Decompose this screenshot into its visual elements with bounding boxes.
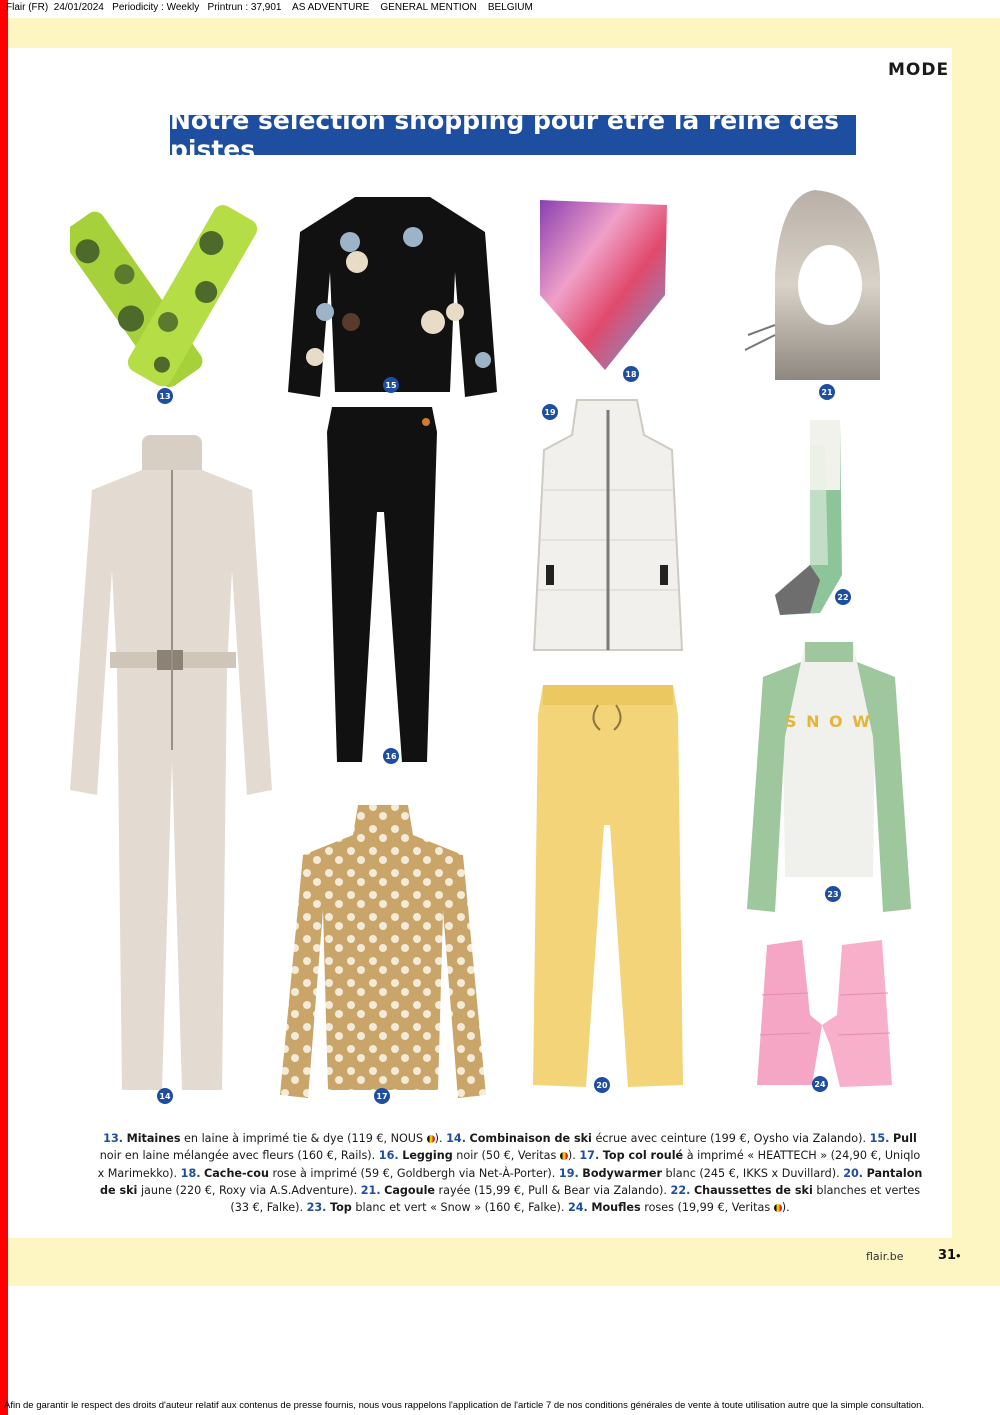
caption-text-18: rose à imprimé (59 €, Goldbergh via Net-À-Porter).	[268, 1166, 559, 1180]
product-number-15: 15	[383, 377, 399, 393]
caption-name-20: Pantalon de ski	[99, 1166, 923, 1197]
snow-top-image	[745, 637, 913, 915]
caption-name-21: Cagoule	[384, 1183, 435, 1197]
caption-text-19: blanc (245 €, IKKS x Duvillard).	[661, 1166, 844, 1180]
product-23	[745, 637, 913, 915]
caption-text-13: en laine à imprimé tie & dye (119 €, NOUS	[180, 1132, 427, 1145]
caption-name-18: Cache-cou	[204, 1166, 269, 1180]
caption-num-17: 17.	[579, 1149, 600, 1163]
caption-text-15: noir en laine mélangée avec fleurs (160 €, Rails).	[99, 1149, 379, 1163]
belgian-flag-icon	[427, 1135, 435, 1143]
caption-num-23: 23.	[306, 1201, 327, 1215]
product-number-21: 21	[819, 384, 835, 400]
caption-after-24: ).	[781, 1201, 790, 1215]
product-14	[62, 430, 280, 1100]
caption-num-15: 15.	[869, 1132, 890, 1145]
product-number-13: 13	[157, 388, 173, 404]
press-header: Flair (FR) 24/01/2024 Periodicity : Weekly Printrun : 37,901 AS ADVENTURE GENERAL MENTION BELGIUM	[6, 2, 533, 13]
product-24	[752, 935, 897, 1095]
bodywarmer-image	[532, 395, 684, 663]
caption-num-22: 22.	[670, 1183, 691, 1197]
product-21	[740, 185, 890, 385]
caption-num-14: 14.	[446, 1132, 466, 1145]
left-edge-bar	[0, 0, 8, 1415]
caption-text-24: roses (19,99 €, Veritas	[640, 1201, 774, 1215]
product-19	[532, 395, 684, 663]
page-title: Notre sélection shopping pour être la reine des pistes	[170, 115, 856, 155]
turtleneck-top-image	[278, 800, 488, 1100]
ski-suit-image	[62, 430, 280, 1100]
caption-name-23: Top	[329, 1201, 352, 1215]
product-number-16: 16	[383, 748, 399, 764]
caption-name-24: Moufles	[591, 1201, 641, 1215]
product-16	[322, 402, 442, 767]
caption-text-20: jaune (220 €, Roxy via A.S.Adventure).	[137, 1183, 361, 1197]
balaclava-image	[740, 185, 890, 385]
product-number-22: 22	[835, 589, 851, 605]
product-caption	[95, 1130, 925, 1216]
caption-num-21: 21.	[360, 1183, 381, 1197]
product-17	[278, 800, 488, 1100]
caption-name-14: Combinaison de ski	[469, 1132, 592, 1145]
caption-num-16: 16.	[378, 1149, 399, 1163]
puffer-mittens-image	[752, 935, 897, 1095]
page-number: 31	[938, 1248, 957, 1263]
product-number-20: 20	[594, 1077, 610, 1093]
product-number-17: 17	[374, 1088, 390, 1104]
copyright-notice: Afin de garantir le respect des droits d'auteur relatif aux contenus de presse fournis, nous vous rappelons l'application de l'article 7 de nos conditions générales de vente à toute utilisation autre que la simple consultation.	[4, 1400, 925, 1411]
caption-after-16: ).	[567, 1149, 580, 1163]
caption-text-14: écrue avec ceinture (199 €, Oysho via Zalando).	[591, 1132, 870, 1145]
product-number-19: 19	[542, 404, 558, 420]
caption-num-24: 24.	[567, 1201, 588, 1215]
snow-text: S N O W	[785, 712, 872, 731]
caption-name-17: Top col roulé	[602, 1149, 684, 1163]
caption-name-13: Mitaines	[126, 1132, 181, 1145]
product-number-23: 23	[825, 886, 841, 902]
caption-text-22: blanches et vertes (33 €, Falke).	[230, 1183, 921, 1215]
product-number-18: 18	[623, 366, 639, 382]
ski-pants-image	[528, 675, 688, 1095]
tie-dye-mittens-image	[70, 190, 260, 400]
product-13	[70, 190, 260, 400]
flower-sweater-image	[285, 192, 500, 407]
footer-dot: •	[956, 1248, 961, 1263]
product-number-14: 14	[157, 1088, 173, 1104]
caption-text-21: rayée (15,99 €, Pull & Bear via Zalando).	[435, 1183, 671, 1197]
belgian-flag-icon	[774, 1204, 782, 1212]
caption-num-18: 18.	[180, 1166, 201, 1180]
caption-text-17: à imprimé « HEATTECH » (24,90 €, Uniqlo x Marimekko).	[97, 1149, 921, 1180]
section-label: MODE	[888, 60, 950, 80]
caption-name-16: Legging	[402, 1149, 453, 1163]
neck-gaiter-image	[535, 195, 675, 375]
caption-text-23: blanc et vert « Snow » (160 €, Falke).	[351, 1201, 568, 1215]
product-18	[535, 195, 675, 375]
caption-num-20: 20.	[843, 1166, 864, 1180]
caption-name-19: Bodywarmer	[582, 1166, 662, 1180]
footer-site: flair.be	[866, 1250, 904, 1263]
caption-text-16: noir (50 €, Veritas	[452, 1149, 560, 1163]
product-number-24: 24	[812, 1076, 828, 1092]
caption-num-19: 19.	[558, 1166, 579, 1180]
legging-image	[322, 402, 442, 767]
product-20	[528, 675, 688, 1095]
caption-name-22: Chaussettes de ski	[693, 1183, 813, 1197]
product-15	[285, 192, 500, 407]
belgian-flag-icon	[560, 1152, 568, 1160]
caption-after-13: ).	[434, 1132, 447, 1145]
caption-num-13: 13.	[103, 1132, 123, 1145]
caption-name-15: Pull	[892, 1132, 917, 1145]
